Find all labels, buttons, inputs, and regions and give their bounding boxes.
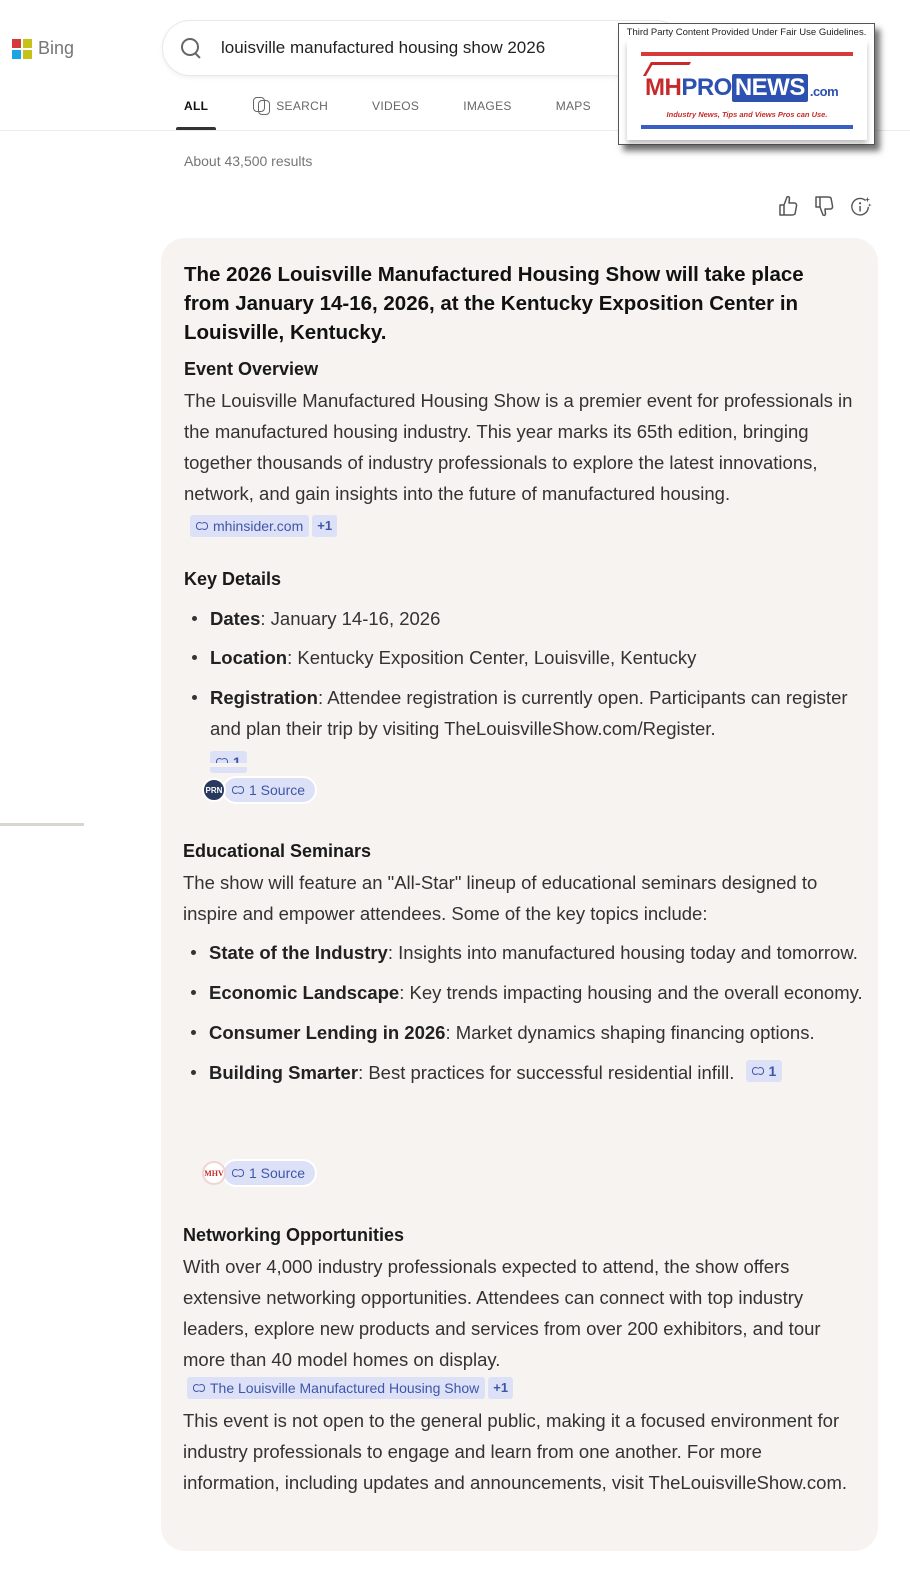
left-divider	[0, 823, 84, 826]
tab-label: MAPS	[555, 99, 591, 113]
list-item	[183, 937, 863, 968]
logo-red-rule	[641, 52, 853, 56]
result-count: About 43,500 results	[184, 153, 313, 169]
key-details-list	[184, 603, 854, 775]
link-icon	[196, 522, 208, 530]
source-chip[interactable]	[202, 1159, 317, 1187]
section-heading-key-details: Key Details	[184, 569, 282, 589]
citation-link[interactable]	[190, 515, 309, 537]
copilot-icon	[252, 97, 270, 113]
tab-search[interactable]	[244, 88, 336, 130]
seminars-paragraph: The show will feature an "All-Star" lineup of educational seminars designed to inspire and empower attendees. Some of the key topics include:	[183, 872, 818, 924]
source-avatar-icon: MHV	[202, 1161, 226, 1185]
source-chip[interactable]	[202, 776, 317, 804]
list-item	[184, 642, 854, 673]
item-text: : Key trends impacting housing and the overall economy.	[399, 982, 863, 1003]
citation-label: 1	[768, 1063, 777, 1080]
link-icon	[232, 1169, 244, 1177]
thumbs-down-icon[interactable]	[814, 194, 836, 218]
link-icon	[193, 1384, 205, 1392]
list-item	[183, 1057, 863, 1088]
logo-wordmark	[645, 74, 838, 102]
bing-logo[interactable]	[12, 38, 74, 59]
citation-more-button[interactable]: +1	[312, 515, 337, 537]
source-pill[interactable]	[222, 776, 317, 804]
source-pill[interactable]	[222, 1159, 317, 1187]
logo-part-mh: MH	[645, 74, 682, 101]
logo-part-com: .com	[809, 83, 839, 99]
section-heading-overview: Event Overview	[184, 359, 319, 379]
citation-label: The Louisville Manufactured Housing Show	[210, 1380, 480, 1396]
clip-edge	[200, 763, 280, 767]
source-label: 1 Source	[249, 1165, 306, 1181]
tab-label: ALL	[184, 99, 209, 113]
citation-link[interactable]	[746, 1060, 783, 1082]
search-icon[interactable]	[179, 36, 203, 60]
item-text: : January 14-16, 2026	[260, 608, 441, 629]
list-item	[184, 603, 854, 634]
brand-name: Bing	[38, 38, 75, 58]
networking-citation-row	[187, 1377, 513, 1399]
item-text: : Attendee registration is currently open. Participants can register and plan their trip by visiting TheLouisvilleShow.com/Register.	[210, 687, 848, 739]
nav-tabs	[176, 88, 627, 130]
logo-tagline: Industry News, Tips and Views Pros can Use.	[666, 110, 828, 119]
answer-title: The 2026 Louisville Manufactured Housing Show will take place from January 14-16, 2026, at the Kentucky Exposition Center in Louisville, Kentucky.	[184, 263, 804, 344]
citation-label: mhinsider.com	[213, 518, 304, 535]
item-label: Location	[210, 647, 288, 668]
microsoft-logo-icon	[12, 39, 32, 59]
source-label: 1 Source	[249, 782, 306, 798]
item-label: Consumer Lending in 2026	[209, 1022, 446, 1043]
fair-use-caption: Third Party Content Provided Under Fair Use Guidelines.	[626, 27, 867, 38]
tab-videos[interactable]	[364, 88, 427, 130]
item-label: Economic Landscape	[209, 982, 400, 1003]
info-sparkle-icon[interactable]	[850, 194, 872, 218]
tab-all[interactable]	[176, 88, 216, 130]
tab-maps[interactable]	[548, 88, 599, 130]
link-icon	[232, 786, 244, 794]
item-text: : Best practices for successful residential infill.	[358, 1062, 735, 1083]
search-input[interactable]	[221, 38, 661, 58]
list-item	[183, 1017, 863, 1048]
tab-images[interactable]	[455, 88, 519, 130]
overview-text: The Louisville Manufactured Housing Show is a premier event for professionals in the manufactured housing industry. This year marks its 65th edition, bringing together thousands of industry professionals to explore the latest innovations, network, and gain insights into the future of manufactured housing.	[184, 390, 853, 504]
item-text: : Kentucky Exposition Center, Louisville, Kentucky	[287, 647, 697, 668]
link-icon	[752, 1067, 764, 1075]
overview-paragraph	[184, 385, 854, 540]
fair-use-overlay	[618, 23, 875, 145]
tab-label: IMAGES	[463, 99, 512, 113]
item-text: : Market dynamics shaping financing options.	[445, 1022, 815, 1043]
citation-link[interactable]	[187, 1377, 485, 1399]
logo-part-news: NEWS	[732, 74, 808, 102]
item-text: : Insights into manufactured housing today and tomorrow.	[387, 942, 858, 963]
search-box[interactable]	[163, 21, 683, 75]
item-label: Building Smarter	[209, 1062, 359, 1083]
list-item	[184, 682, 854, 775]
item-label: State of the Industry	[209, 942, 388, 963]
item-label: Dates	[210, 608, 261, 629]
list-item	[183, 977, 863, 1008]
closing-paragraph: This event is not open to the general public, making it a focused environment for industry professionals to engage and learn from one another. For more information, including updates and announcements, visit TheLouisvilleShow.com.	[183, 1410, 847, 1493]
thumbs-up-icon[interactable]	[778, 194, 800, 218]
mhpronews-logo	[627, 40, 867, 140]
logo-blue-rule	[641, 125, 853, 129]
tab-label: SEARCH	[276, 99, 329, 113]
source-avatar-icon: PRN	[202, 778, 226, 802]
section-heading-seminars: Educational Seminars	[183, 841, 372, 861]
logo-part-pro: PRO	[681, 74, 732, 101]
networking-paragraph: With over 4,000 industry professionals expected to attend, the show offers extensive networking opportunities. Attendees can connect with top industry leaders, explore new products and services from over 200 exhibitors, and tour more than 40 model homes on display.	[183, 1256, 821, 1370]
citation-more-button[interactable]: +1	[488, 1377, 513, 1399]
item-label: Registration	[210, 687, 318, 708]
section-heading-networking: Networking Opportunities	[183, 1225, 405, 1245]
tab-label: VIDEOS	[372, 99, 420, 113]
seminars-list	[183, 937, 863, 1088]
